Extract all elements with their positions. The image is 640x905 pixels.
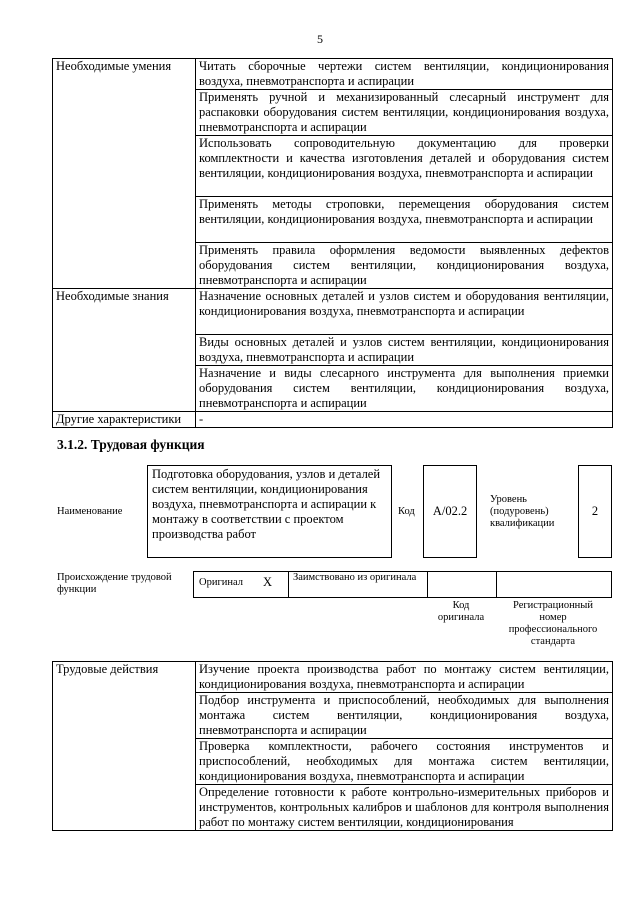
skill-item: Применять правила оформления ведомости выявленных дефектов оборудования систем вентиляции, кондиционирования воздуха, пневмотранспорта и аспирации (196, 243, 613, 289)
knowledge-item: Виды основных деталей и узлов систем вентиляции, кондиционирования воздуха, пневмотранспорта и аспирации (196, 335, 613, 366)
code-original-cell (427, 571, 497, 598)
skill-item: Применять ручной и механизированный слесарный инструмент для распаковки оборудования систем вентиляции, кондиционирования воздуха, пневмотранспорта и аспирации (196, 90, 613, 136)
origin-label: Происхождение трудовой функции (57, 572, 172, 595)
level-value: 2 (591, 504, 599, 518)
other-characteristics-value: - (196, 412, 613, 428)
borrowed-label: Заимствовано из оригинала (293, 572, 417, 583)
name-label: Наименование (57, 506, 123, 517)
original-mark: Х (263, 575, 273, 589)
section-title: 3.1.2. Трудовая функция (57, 437, 205, 452)
code-box (423, 465, 477, 558)
labor-action-item: Определение готовности к работе контрольно-измерительных приборов и инструментов, контрольных калибров и шаблонов для контроля выполнения работ по монтажу систем вентиляции, кондиционирования (196, 785, 613, 831)
function-name-value: Подготовка оборудования, узлов и деталей систем вентиляции, кондиционирования воздуха, пневмотранспорта и аспирации к монтажу в соответствии с проектом производства работ (152, 467, 381, 541)
level-box (578, 465, 612, 558)
code-original-caption: Код оригинала (437, 600, 485, 623)
page-number: 5 (317, 32, 323, 46)
code-label: Код (398, 506, 415, 517)
skill-item: Применять методы строповки, перемещения оборудования систем вентиляции, кондиционирования воздуха, пневмотранспорта и аспирации (196, 197, 613, 243)
requirements-table (52, 58, 613, 428)
skills-label: Необходимые умения (53, 59, 196, 289)
level-label: Уровень (подуровень) квалификации (490, 494, 555, 529)
knowledge-item: Назначение основных деталей и узлов систем и оборудования вентиляции, кондиционирования воздуха, пневмотранспорта и аспирации (196, 289, 613, 335)
skill-item: Использовать сопроводительную документацию для проверки комплектности и качества изготовления деталей и оборудования систем вентиляции, кондиционирования воздуха, пневмотранспорта и аспирации (196, 136, 613, 197)
knowledge-item: Назначение и виды слесарного инструмента для выполнения приемки оборудования систем вентиляции, кондиционирования воздуха, пневмотранспорта и аспирации (196, 366, 613, 412)
labor-action-item: Проверка комплектности, рабочего состояния инструментов и приспособлений, необходимых для монтажа систем вентиляции, кондиционирования воздуха, пневмотранспорта и аспирации (196, 739, 613, 785)
labor-action-item: Изучение проекта производства работ по монтажу систем вентиляции, кондиционирования воздуха, пневмотранспорта и аспирации (196, 662, 613, 693)
labor-action-item: Подбор инструмента и приспособлений, необходимых для выполнения монтажа систем вентиляции, кондиционирования воздуха, пневмотранспорта и аспирации (196, 693, 613, 739)
knowledge-label: Необходимые знания (53, 289, 196, 412)
labor-actions-table (52, 661, 613, 831)
labor-actions-label: Трудовые действия (53, 662, 196, 831)
code-value: А/02.2 (432, 504, 468, 518)
original-label: Оригинал (199, 577, 243, 588)
skill-item: Читать сборочные чертежи систем вентиляции, кондиционирования воздуха, пневмотранспорта и аспирации (196, 59, 613, 90)
other-characteristics-label: Другие характеристики (53, 412, 196, 428)
function-name-box (147, 465, 392, 558)
reg-number-caption: Регистрационный номер профессионального стандарта (508, 600, 598, 647)
